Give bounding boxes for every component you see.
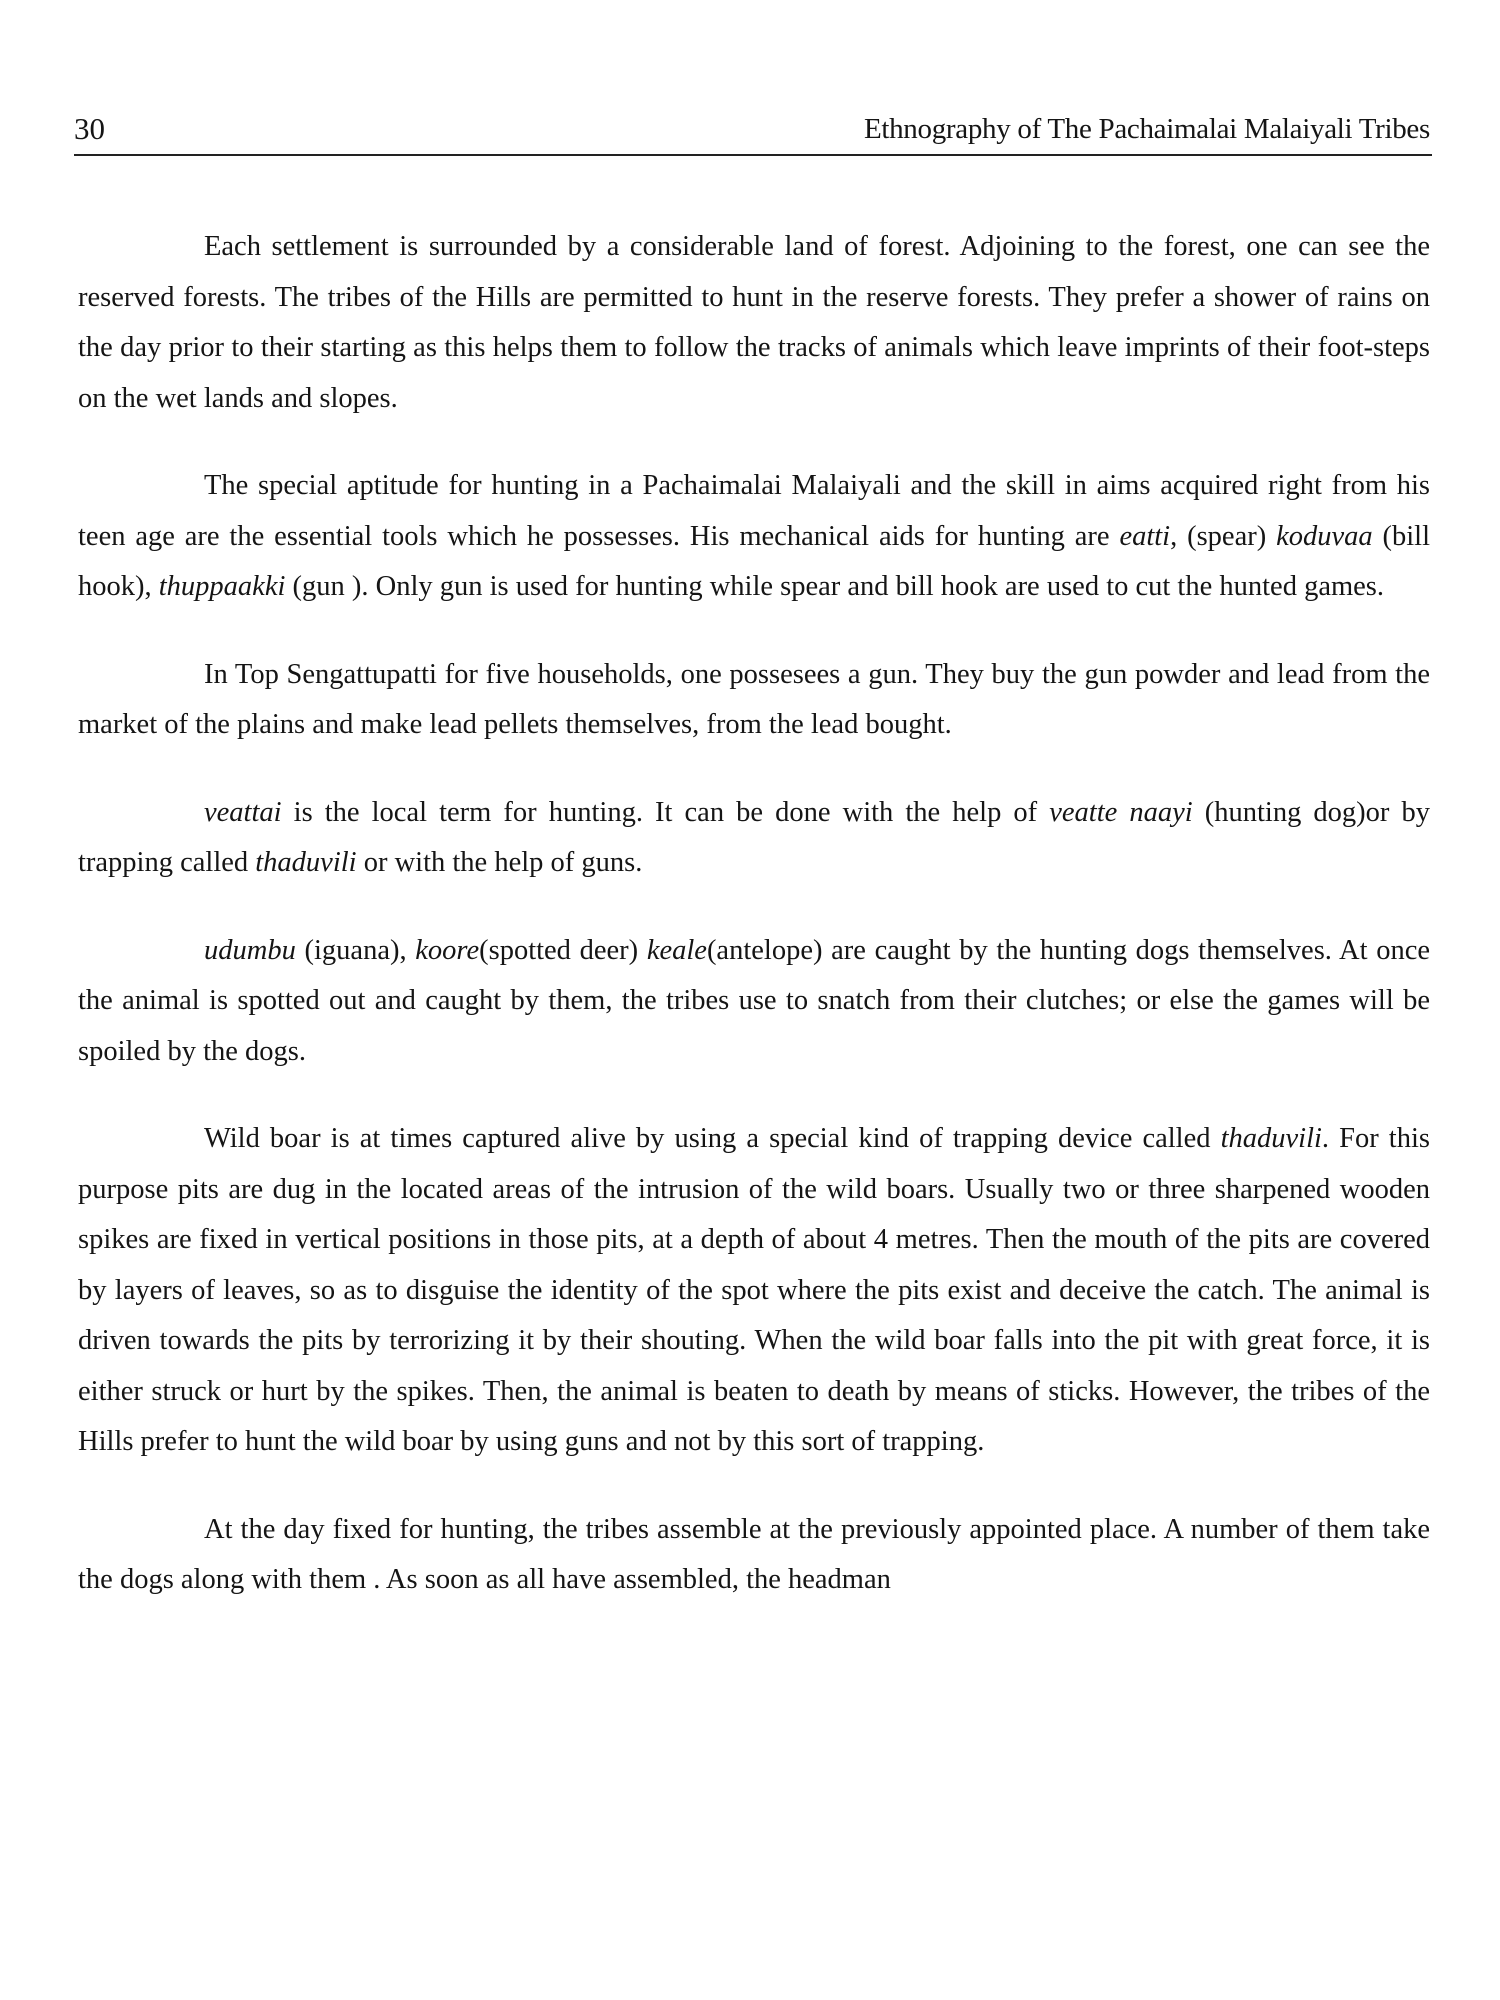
text-run: (spotted deer) bbox=[479, 934, 647, 966]
page-header bbox=[74, 98, 1430, 144]
italic-term: thaduvili bbox=[1220, 1123, 1322, 1154]
italic-term: koduvaa bbox=[1276, 520, 1373, 552]
paragraph bbox=[78, 461, 1430, 613]
text-run: Wild boar is at times captured alive by using a special kind of trapping device called bbox=[204, 1123, 1221, 1154]
text-run: Each settlement is surrounded by a considerable land of forest. Adjoining to the forest, one can see the reserved forests. The tribes of the Hills are permitted to hunt in the reserve forests. They prefer a shower of rains on the day prior to their starting as this helps them to follow the tracks of animals which leave imprints of their foot-steps on the wet lands and slopes. bbox=[78, 231, 1430, 414]
text-run: The special aptitude for hunting in a Pachaimalai Malaiyali and the skill in aims acquired right from his teen age are the essential tools which he possesses. His mechanical aids for hunting are bbox=[78, 470, 1430, 552]
italic-term: veatte naayi bbox=[1049, 796, 1193, 828]
text-run: (hunting dog)or by trapping called bbox=[78, 796, 1430, 878]
text-run: (antelope) are caught by the hunting dogs themselves. At once the animal is spotted out and caught by them, the tribes use to snatch from their clutches; or else the games will be spoiled by the dogs. bbox=[78, 934, 1430, 1067]
body-text bbox=[78, 222, 1430, 1606]
italic-term: udumbu bbox=[204, 934, 296, 966]
text-run: (bill hook), bbox=[78, 520, 1430, 602]
text-run: (iguana), bbox=[295, 934, 416, 966]
paragraph bbox=[78, 222, 1430, 424]
paragraph bbox=[78, 788, 1430, 889]
italic-term: thuppaakki bbox=[158, 571, 286, 602]
italic-term: keale bbox=[646, 934, 707, 966]
text-run: is the local term for hunting. It can be done with the help of bbox=[281, 796, 1050, 828]
text-run: At the day fixed for hunting, the tribes assemble at the previously appointed place. A number of them take the dogs along with them . As soon as all have assembled, the headman bbox=[78, 1513, 1430, 1595]
text-run: , (spear) bbox=[1170, 520, 1277, 552]
italic-term: eatti bbox=[1119, 520, 1171, 552]
text-run: . For this purpose pits are dug in the located areas of the intrusion of the wild boars. Usually two or three sharpened wooden spikes are fixed in vertical positions in those pits, at a depth of about 4 metres. Then the mouth of the pits are covered by layers of leaves, so as to disguise the identity of the spot where the pits exist and deceive the catch. The animal is driven towards the pits by terrorizing it by their shouting. When the wild boar falls into the pit with great force, it is either struck or hurt by the spikes. Then, the animal is beaten to death by means of sticks. However, the tribes of the Hills prefer to hunt the wild boar by using guns and not by this sort of trapping. bbox=[78, 1123, 1430, 1457]
italic-term: veattai bbox=[204, 796, 282, 828]
running-title: Ethnography of The Pachaimalai Malaiyali Tribes bbox=[863, 113, 1430, 145]
italic-term: thaduvili bbox=[255, 847, 357, 878]
header-rule bbox=[74, 154, 1432, 156]
paragraph bbox=[78, 1505, 1430, 1606]
paragraph bbox=[78, 650, 1430, 751]
text-run: or with the help of guns. bbox=[356, 847, 643, 878]
paragraph bbox=[78, 1114, 1430, 1468]
italic-term: koore bbox=[415, 934, 480, 966]
paragraph bbox=[78, 926, 1430, 1078]
text-run: (gun ). Only gun is used for hunting while spear and bill hook are used to cut the hunted games. bbox=[285, 571, 1385, 602]
page-number: 30 bbox=[74, 111, 105, 146]
text-run: In Top Sengattupatti for five households, one possesees a gun. They buy the gun powder and lead from the market of the plains and make lead pellets themselves, from the lead bought. bbox=[78, 658, 1430, 740]
